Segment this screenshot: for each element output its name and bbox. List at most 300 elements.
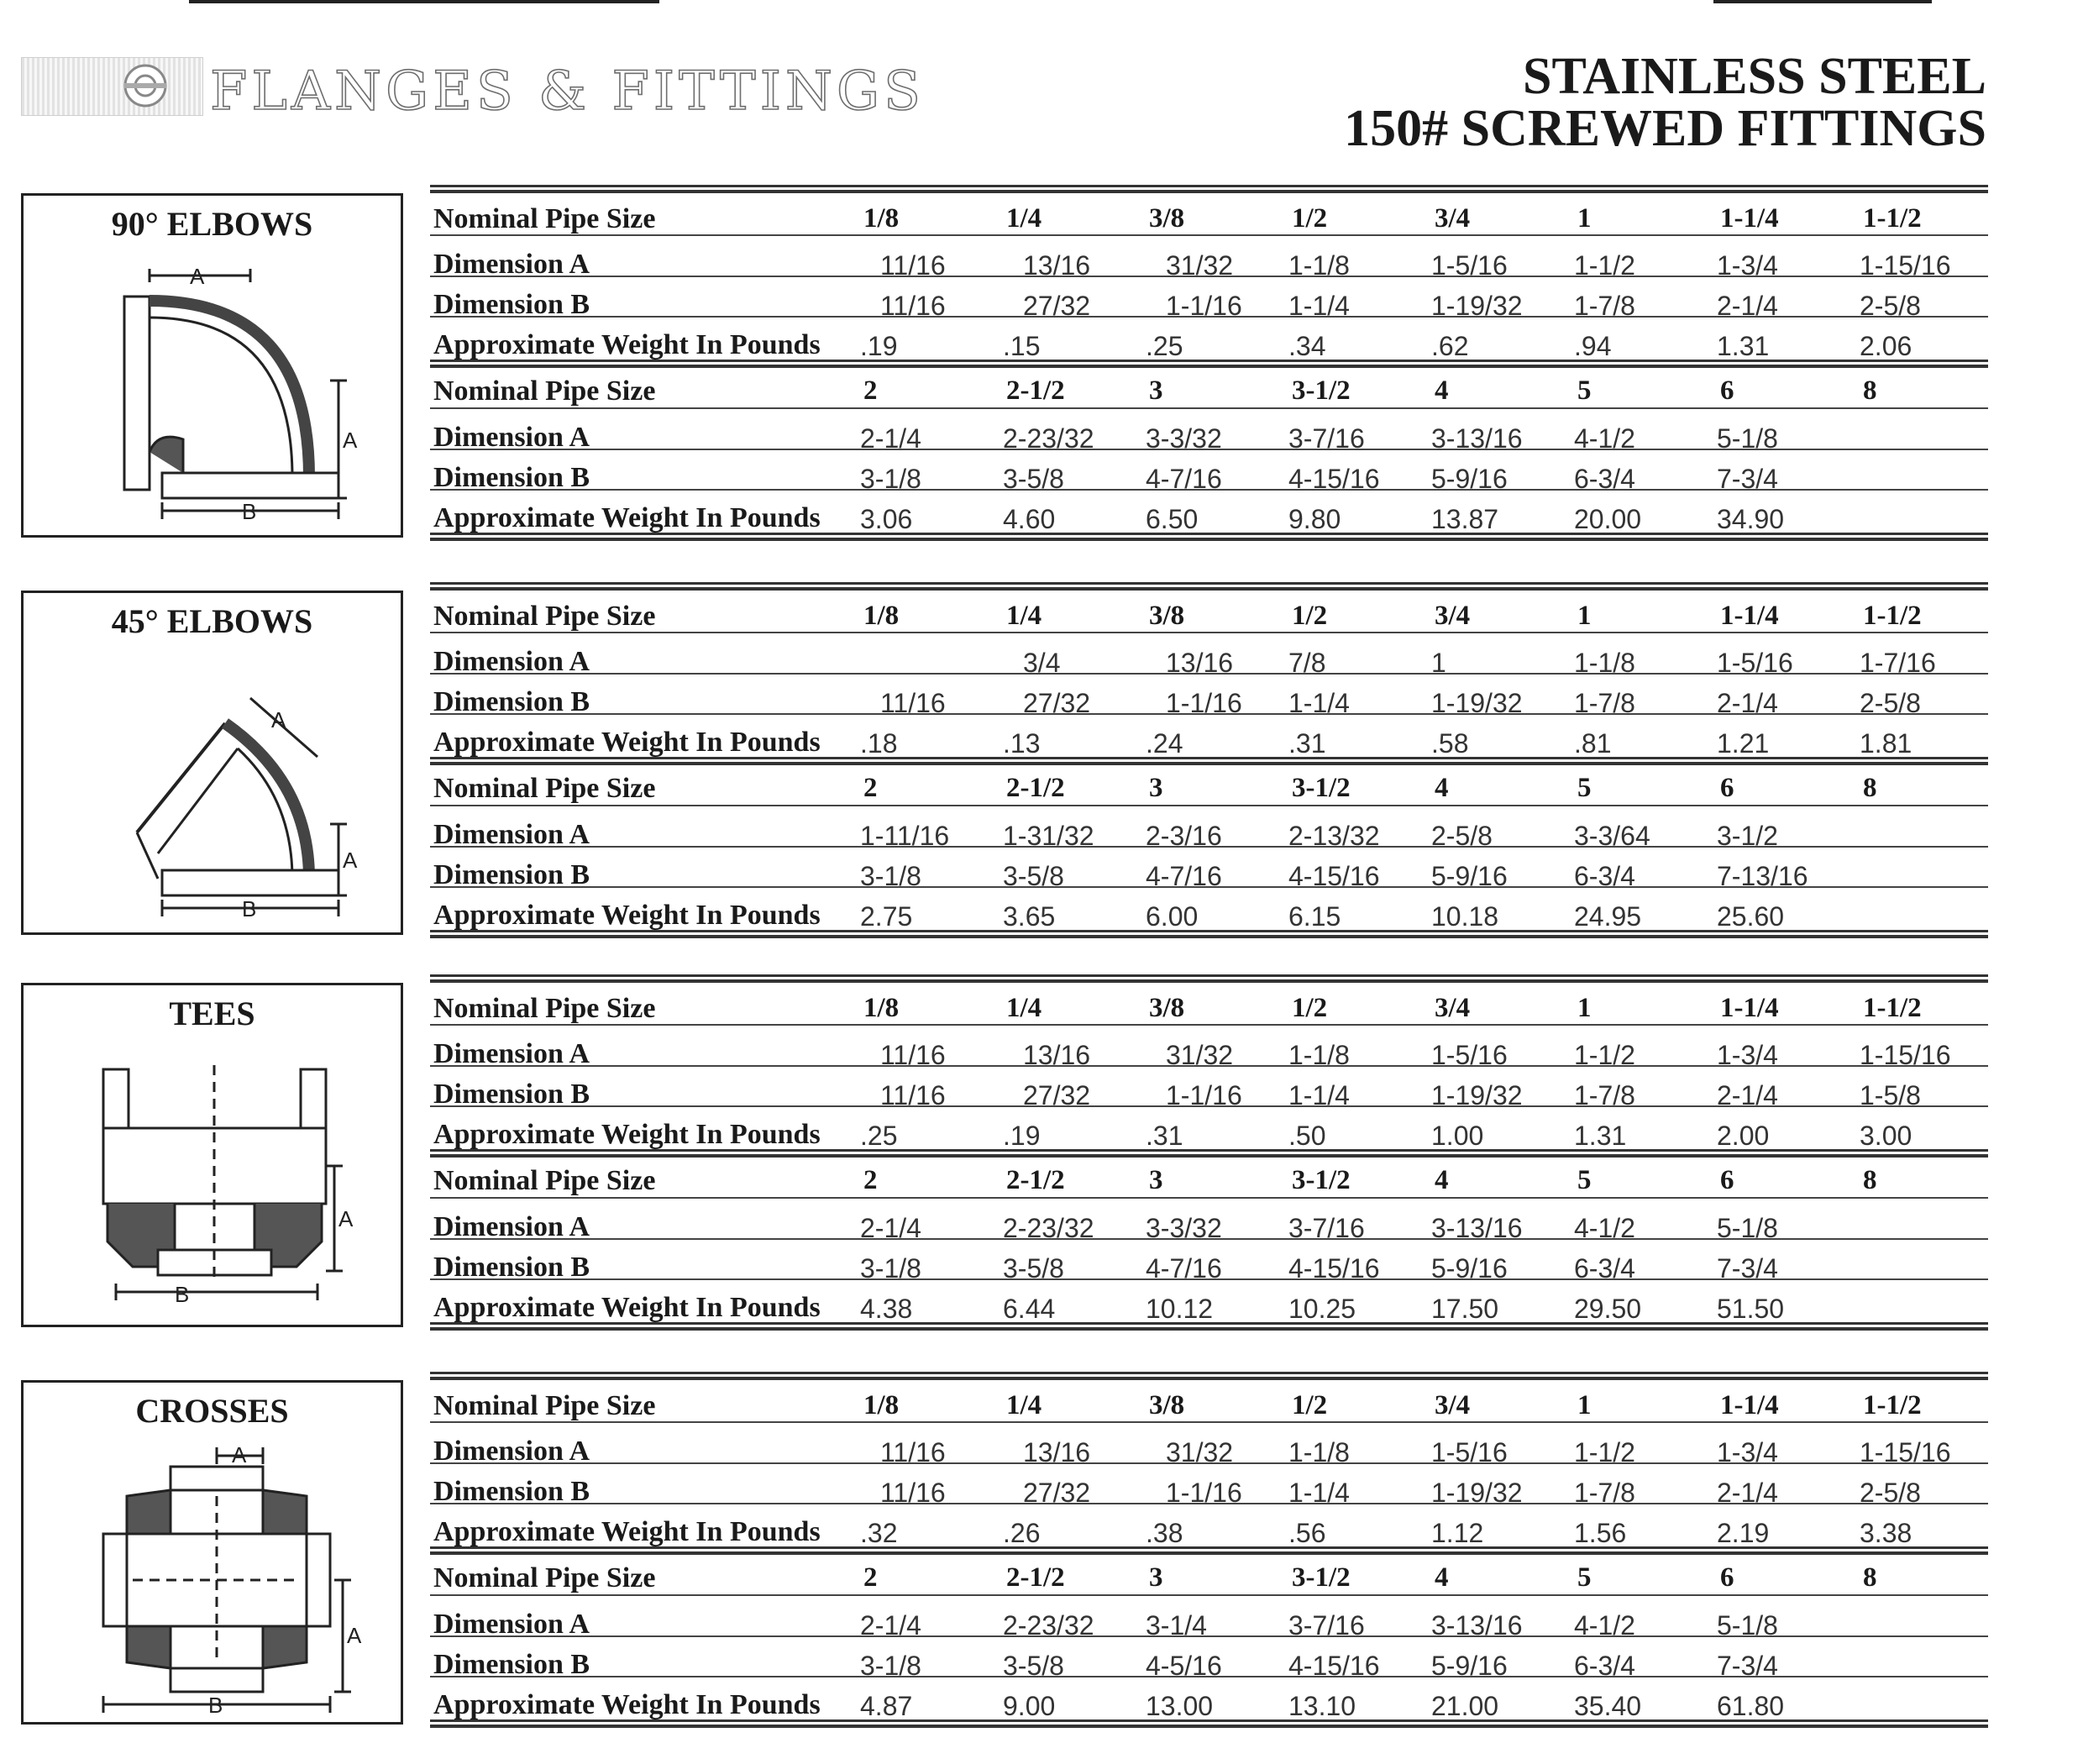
pipe-size-cell: 2 — [863, 1165, 878, 1195]
value-cell: .18 — [860, 728, 898, 759]
value-cell: .31 — [1288, 728, 1326, 759]
row-label: Dimension A — [433, 819, 590, 850]
size-header-row — [430, 195, 1988, 235]
value-cell: 3-5/8 — [1003, 1253, 1064, 1284]
row-label: Dimension B — [433, 1079, 590, 1110]
value-cell: 2-5/8 — [1860, 688, 1921, 718]
pipe-size-cell: 1/2 — [1292, 601, 1328, 631]
value-cell: 3.06 — [860, 504, 913, 534]
value-cell: 11/16 — [880, 1080, 946, 1110]
value-cell: 1-1/2 — [1574, 1437, 1635, 1467]
value-cell: 1-5/8 — [1860, 1080, 1921, 1110]
value-cell: 21.00 — [1431, 1691, 1499, 1721]
value-cell: 1.12 — [1431, 1518, 1484, 1548]
dim-a-label: A — [347, 1623, 362, 1648]
value-cell: 31/32 — [1166, 1040, 1234, 1070]
pipe-size-cell: 1/2 — [1292, 1390, 1328, 1420]
table-row — [430, 1030, 1988, 1070]
table-rule — [430, 1594, 1988, 1596]
value-cell: 3-1/8 — [860, 861, 921, 891]
value-cell: .58 — [1431, 728, 1469, 759]
value-cell: 4-7/16 — [1146, 1253, 1222, 1284]
value-cell: 1-1/8 — [1288, 1437, 1350, 1467]
value-cell: 11/16 — [880, 250, 946, 281]
pipe-size-cell: 6 — [1720, 375, 1734, 406]
value-cell: 13.00 — [1146, 1691, 1214, 1721]
pipe-size-cell: 1 — [1577, 601, 1592, 631]
value-cell: 1-19/32 — [1431, 1478, 1523, 1508]
value-cell: .34 — [1288, 331, 1326, 361]
value-cell: 25.60 — [1717, 901, 1785, 932]
value-cell: 3-13/16 — [1431, 1610, 1523, 1641]
pipe-size-cell: 1/8 — [863, 601, 900, 631]
value-cell: 3-7/16 — [1288, 423, 1365, 454]
row-label: Nominal Pipe Size — [433, 1390, 656, 1421]
pipe-size-cell: 4 — [1435, 773, 1449, 803]
dim-a-label: A — [232, 1446, 247, 1467]
top-rule-left — [189, 0, 659, 3]
row-label: Dimension A — [433, 249, 590, 280]
value-cell: 1-3/4 — [1717, 250, 1778, 281]
dim-a-label: A — [271, 707, 286, 732]
row-label: Approximate Weight In Pounds — [433, 1292, 821, 1323]
table-row — [430, 718, 1988, 759]
row-label: Dimension A — [433, 1436, 590, 1467]
table-rule — [430, 1197, 1988, 1199]
pipe-size-cell: 3/8 — [1149, 601, 1185, 631]
value-cell: 1-1/16 — [1166, 291, 1242, 321]
table-rule — [430, 805, 1988, 806]
value-cell: 2.75 — [860, 901, 913, 932]
value-cell: 1-1/2 — [1574, 1040, 1635, 1070]
value-cell: 17.50 — [1431, 1294, 1499, 1324]
value-cell: 1-3/4 — [1717, 1437, 1778, 1467]
dim-a-label: A — [338, 1206, 354, 1231]
brand-name: FLANGES & FITTINGS — [210, 60, 925, 123]
value-cell: 2.00 — [1717, 1121, 1770, 1151]
table-row — [430, 851, 1988, 891]
value-cell: 1.31 — [1717, 331, 1770, 361]
row-label: Dimension A — [433, 1211, 590, 1242]
value-cell: 13/16 — [1166, 648, 1234, 678]
pipe-size-cell: 1/8 — [863, 1390, 900, 1420]
page-title — [1344, 50, 1986, 155]
pipe-size-cell: 6 — [1720, 1165, 1734, 1195]
table-row — [430, 1600, 1988, 1641]
value-cell: 29.50 — [1574, 1294, 1642, 1324]
value-cell: 3-5/8 — [1003, 861, 1064, 891]
value-cell: 1-1/8 — [1574, 648, 1635, 678]
value-cell: 6-3/4 — [1574, 464, 1635, 494]
value-cell: 1.21 — [1717, 728, 1770, 759]
table-rule-thick — [430, 582, 1988, 591]
size-header-row — [430, 764, 1988, 805]
table-row — [430, 678, 1988, 718]
pipe-size-cell: 3/4 — [1435, 993, 1471, 1023]
value-cell: 2-5/8 — [1860, 291, 1921, 321]
value-cell: 11/16 — [880, 1437, 946, 1467]
value-cell: 3-5/8 — [1003, 464, 1064, 494]
row-label: Nominal Pipe Size — [433, 203, 656, 234]
row-label: Approximate Weight In Pounds — [433, 329, 821, 360]
value-cell: 24.95 — [1574, 901, 1642, 932]
value-cell: 61.80 — [1717, 1691, 1785, 1721]
pipe-size-cell: 1-1/2 — [1863, 1390, 1922, 1420]
pipe-size-cell: 1/4 — [1006, 203, 1042, 234]
pipe-size-cell: 2 — [863, 773, 878, 803]
value-cell: 1-15/16 — [1860, 250, 1951, 281]
pipe-size-cell: 1-1/2 — [1863, 203, 1922, 234]
figure-box — [21, 983, 403, 1327]
pipe-size-cell: 3-1/2 — [1292, 773, 1351, 803]
top-rule-right — [1713, 0, 1932, 3]
row-label: Dimension B — [433, 289, 590, 320]
pipe-size-cell: 6 — [1720, 773, 1734, 803]
value-cell: 4-7/16 — [1146, 464, 1222, 494]
row-label: Approximate Weight In Pounds — [433, 502, 821, 533]
value-cell: 4-1/2 — [1574, 1610, 1635, 1641]
value-cell: 4-15/16 — [1288, 861, 1380, 891]
table-row — [430, 281, 1988, 321]
value-cell: .25 — [860, 1121, 898, 1151]
value-cell: 3-1/2 — [1717, 821, 1778, 851]
value-cell: 4.87 — [860, 1691, 913, 1721]
table-row — [430, 1110, 1988, 1151]
pipe-size-cell: 4 — [1435, 375, 1449, 406]
value-cell: .24 — [1146, 728, 1183, 759]
table-row — [430, 494, 1988, 534]
table-row — [430, 454, 1988, 494]
value-cell: 3-1/8 — [860, 464, 921, 494]
value-cell: 2-1/4 — [860, 1213, 921, 1243]
value-cell: 1-1/2 — [1574, 250, 1635, 281]
value-cell: 10.12 — [1146, 1294, 1214, 1324]
pipe-size-cell: 8 — [1863, 1562, 1877, 1593]
value-cell: 6.50 — [1146, 504, 1199, 534]
pipe-size-cell: 3-1/2 — [1292, 375, 1351, 406]
value-cell: 1-5/16 — [1431, 250, 1508, 281]
dim-a-label: A — [343, 848, 358, 873]
value-cell: 4-7/16 — [1146, 861, 1222, 891]
table-row — [430, 240, 1988, 281]
value-cell: .50 — [1288, 1121, 1326, 1151]
figure-box — [21, 193, 403, 538]
row-label: Approximate Weight In Pounds — [433, 1119, 821, 1150]
value-cell: 3-1/8 — [860, 1253, 921, 1284]
value-cell: .81 — [1574, 728, 1612, 759]
pipe-size-cell: 1/4 — [1006, 993, 1042, 1023]
dim-b-label: B — [208, 1693, 223, 1714]
value-cell: 34.90 — [1717, 504, 1785, 534]
table-row — [430, 1641, 1988, 1681]
value-cell: 5-1/8 — [1717, 1213, 1778, 1243]
section-title: TEES — [169, 995, 255, 1032]
value-cell: 1-15/16 — [1860, 1437, 1951, 1467]
value-cell: 7-3/4 — [1717, 1651, 1778, 1681]
value-cell: .19 — [860, 331, 898, 361]
row-label: Dimension A — [433, 1038, 590, 1069]
value-cell: .25 — [1146, 331, 1183, 361]
value-cell: 3-7/16 — [1288, 1610, 1365, 1641]
pipe-size-cell: 2-1/2 — [1006, 773, 1065, 803]
dim-a-label: A — [343, 428, 358, 453]
value-cell: .26 — [1003, 1518, 1041, 1548]
value-cell: 51.50 — [1717, 1294, 1785, 1324]
pipe-size-cell: 2-1/2 — [1006, 375, 1065, 406]
value-cell: 13.87 — [1431, 504, 1499, 534]
table-row — [430, 1508, 1988, 1548]
table-row — [430, 1284, 1988, 1324]
pipe-size-cell: 5 — [1577, 1165, 1592, 1195]
elbow-90-diagram — [57, 259, 376, 528]
pipe-size-cell: 1/4 — [1006, 601, 1042, 631]
pipe-size-cell: 5 — [1577, 773, 1592, 803]
tee-diagram — [57, 1048, 376, 1317]
value-cell: 13/16 — [1023, 250, 1091, 281]
value-cell: 3.00 — [1860, 1121, 1912, 1151]
value-cell: 7-13/16 — [1717, 861, 1808, 891]
pipe-size-cell: 2 — [863, 1562, 878, 1593]
value-cell: 27/32 — [1023, 1478, 1091, 1508]
value-cell: 5-9/16 — [1431, 1651, 1508, 1681]
value-cell: 1-1/4 — [1288, 291, 1350, 321]
value-cell: 1.00 — [1431, 1121, 1484, 1151]
value-cell: 4-1/2 — [1574, 423, 1635, 454]
title-line-2: 150# SCREWED FITTINGS — [1344, 100, 1986, 157]
pipe-size-cell: 4 — [1435, 1562, 1449, 1593]
value-cell: 6.44 — [1003, 1294, 1056, 1324]
value-cell: 5-9/16 — [1431, 1253, 1508, 1284]
row-label: Dimension B — [433, 1649, 590, 1680]
value-cell: .94 — [1574, 331, 1612, 361]
value-cell: 27/32 — [1023, 291, 1091, 321]
table-rule-thick — [430, 185, 1988, 193]
value-cell: 3-3/64 — [1574, 821, 1650, 851]
brand-header — [21, 57, 925, 123]
value-cell: 2-1/4 — [1717, 1080, 1778, 1110]
value-cell: .31 — [1146, 1121, 1183, 1151]
value-cell: 1-7/8 — [1574, 1478, 1635, 1508]
value-cell: 2.06 — [1860, 331, 1912, 361]
table-row — [430, 413, 1988, 454]
value-cell: .19 — [1003, 1121, 1041, 1151]
value-cell: 11/16 — [880, 1478, 946, 1508]
value-cell: 1-5/16 — [1717, 648, 1793, 678]
value-cell: 6-3/4 — [1574, 1651, 1635, 1681]
pipe-size-cell: 1-1/2 — [1863, 993, 1922, 1023]
value-cell: 31/32 — [1166, 250, 1234, 281]
table-row — [430, 1467, 1988, 1508]
value-cell: 2-1/4 — [1717, 291, 1778, 321]
row-label: Nominal Pipe Size — [433, 993, 656, 1024]
pipe-size-cell: 1-1/2 — [1863, 601, 1922, 631]
value-cell: 35.40 — [1574, 1691, 1642, 1721]
elbow-45-diagram — [57, 656, 376, 925]
value-cell: 5-1/8 — [1717, 423, 1778, 454]
value-cell: 1-1/16 — [1166, 688, 1242, 718]
table-row — [430, 321, 1988, 361]
value-cell: 7-3/4 — [1717, 464, 1778, 494]
table-rule-thick — [430, 1372, 1988, 1380]
value-cell: 3-7/16 — [1288, 1213, 1365, 1243]
value-cell: 31/32 — [1166, 1437, 1234, 1467]
value-cell: 1-19/32 — [1431, 688, 1523, 718]
pipe-size-cell: 1-1/4 — [1720, 993, 1779, 1023]
figure-box — [21, 591, 403, 935]
table-row — [430, 1203, 1988, 1243]
value-cell: 10.18 — [1431, 901, 1499, 932]
brand-logo — [21, 57, 203, 116]
value-cell: 7-3/4 — [1717, 1253, 1778, 1284]
value-cell: 4.38 — [860, 1294, 913, 1324]
value-cell: 5-1/8 — [1717, 1610, 1778, 1641]
pipe-size-cell: 5 — [1577, 375, 1592, 406]
value-cell: 13.10 — [1288, 1691, 1356, 1721]
pipe-size-cell: 8 — [1863, 1165, 1877, 1195]
value-cell: 27/32 — [1023, 688, 1091, 718]
pipe-size-cell: 4 — [1435, 1165, 1449, 1195]
pipe-size-cell: 3 — [1149, 773, 1163, 803]
value-cell: 4-15/16 — [1288, 464, 1380, 494]
value-cell: 6-3/4 — [1574, 861, 1635, 891]
value-cell: 11/16 — [880, 291, 946, 321]
value-cell: 3-1/8 — [860, 1651, 921, 1681]
table-row — [430, 811, 1988, 851]
dim-b-label: B — [242, 499, 257, 524]
value-cell: 6-3/4 — [1574, 1253, 1635, 1284]
table-row — [430, 1681, 1988, 1721]
pipe-size-cell: 3/8 — [1149, 993, 1185, 1023]
table-row — [430, 1070, 1988, 1110]
value-cell: 3.65 — [1003, 901, 1056, 932]
table-row — [430, 638, 1988, 678]
value-cell: 10.25 — [1288, 1294, 1356, 1324]
value-cell: 13/16 — [1023, 1437, 1091, 1467]
pipe-size-cell: 3/8 — [1149, 203, 1185, 234]
value-cell: .38 — [1146, 1518, 1183, 1548]
section-title: 90° ELBOWS — [111, 205, 313, 243]
value-cell: 7/8 — [1288, 648, 1326, 678]
pipe-size-cell: 1/8 — [863, 203, 900, 234]
pipe-size-cell: 3-1/2 — [1292, 1165, 1351, 1195]
pipe-size-cell: 6 — [1720, 1562, 1734, 1593]
pipe-size-cell: 2-1/2 — [1006, 1165, 1065, 1195]
value-cell: 1-1/4 — [1288, 1478, 1350, 1508]
value-cell: 5-9/16 — [1431, 464, 1508, 494]
value-cell: 1-7/8 — [1574, 291, 1635, 321]
value-cell: 1-1/16 — [1166, 1080, 1242, 1110]
row-label: Dimension B — [433, 1252, 590, 1283]
pipe-size-cell: 1-1/4 — [1720, 1390, 1779, 1420]
value-cell: 1-19/32 — [1431, 1080, 1523, 1110]
section-title: CROSSES — [135, 1392, 289, 1430]
pipe-size-cell: 1-1/4 — [1720, 601, 1779, 631]
pipe-size-cell: 3/4 — [1435, 203, 1471, 234]
value-cell: 3-1/4 — [1146, 1610, 1207, 1641]
size-header-row — [430, 1157, 1988, 1197]
title-line-1: STAINLESS STEEL — [1523, 48, 1986, 105]
row-label: Approximate Weight In Pounds — [433, 900, 821, 931]
value-cell: 2-5/8 — [1860, 1478, 1921, 1508]
value-cell: 2-23/32 — [1003, 1213, 1094, 1243]
value-cell: 3-3/32 — [1146, 423, 1222, 454]
row-label: Dimension B — [433, 859, 590, 890]
pipe-size-cell: 1 — [1577, 993, 1592, 1023]
value-cell: 4-1/2 — [1574, 1213, 1635, 1243]
value-cell: 1-1/4 — [1288, 688, 1350, 718]
table-row — [430, 1243, 1988, 1284]
row-label: Approximate Weight In Pounds — [433, 1689, 821, 1720]
value-cell: 1-7/8 — [1574, 688, 1635, 718]
value-cell: 1.31 — [1574, 1121, 1627, 1151]
value-cell: 4-15/16 — [1288, 1253, 1380, 1284]
size-header-row — [430, 1382, 1988, 1422]
figure-box — [21, 1380, 403, 1725]
value-cell: 9.00 — [1003, 1691, 1056, 1721]
value-cell: 3-13/16 — [1431, 1213, 1523, 1243]
value-cell: 2-1/4 — [860, 423, 921, 454]
value-cell: 2-23/32 — [1003, 1610, 1094, 1641]
pipe-size-cell: 1 — [1577, 203, 1592, 234]
value-cell: 1-5/16 — [1431, 1040, 1508, 1070]
value-cell: 1-31/32 — [1003, 821, 1094, 851]
value-cell: .32 — [860, 1518, 898, 1548]
row-label: Nominal Pipe Size — [433, 375, 656, 407]
pipe-size-cell: 1 — [1577, 1390, 1592, 1420]
value-cell: 20.00 — [1574, 504, 1642, 534]
pipe-size-cell: 3-1/2 — [1292, 1562, 1351, 1593]
value-cell: 1-7/16 — [1860, 648, 1936, 678]
value-cell: 1-15/16 — [1860, 1040, 1951, 1070]
value-cell: 3/4 — [1023, 648, 1061, 678]
value-cell: 1 — [1431, 648, 1446, 678]
table-row — [430, 891, 1988, 932]
value-cell: 11/16 — [880, 688, 946, 718]
value-cell: 1-19/32 — [1431, 291, 1523, 321]
cross-diagram — [57, 1446, 376, 1714]
pipe-size-cell: 2-1/2 — [1006, 1562, 1065, 1593]
pipe-size-cell: 3/4 — [1435, 601, 1471, 631]
value-cell: 2-5/8 — [1431, 821, 1493, 851]
company-seal-icon — [121, 61, 170, 110]
value-cell: .62 — [1431, 331, 1469, 361]
value-cell: .13 — [1003, 728, 1041, 759]
row-label: Dimension B — [433, 686, 590, 717]
pipe-size-cell: 3 — [1149, 1165, 1163, 1195]
value-cell: 9.80 — [1288, 504, 1341, 534]
value-cell: 3-3/32 — [1146, 1213, 1222, 1243]
pipe-size-cell: 3 — [1149, 375, 1163, 406]
pipe-size-cell: 1/8 — [863, 993, 900, 1023]
pipe-size-cell: 1/4 — [1006, 1390, 1042, 1420]
size-header-row — [430, 367, 1988, 407]
value-cell: 6.15 — [1288, 901, 1341, 932]
pipe-size-cell: 1/2 — [1292, 203, 1328, 234]
dim-a-label: A — [190, 264, 205, 289]
value-cell: 2.19 — [1717, 1518, 1770, 1548]
table-row — [430, 1427, 1988, 1467]
section-title: 45° ELBOWS — [111, 602, 313, 640]
dim-b-label: B — [175, 1282, 190, 1307]
row-label: Dimension B — [433, 462, 590, 493]
value-cell: 6.00 — [1146, 901, 1199, 932]
value-cell: 1-1/8 — [1288, 250, 1350, 281]
value-cell: 5-9/16 — [1431, 861, 1508, 891]
size-header-row — [430, 592, 1988, 633]
value-cell: 2-1/4 — [1717, 688, 1778, 718]
row-label: Nominal Pipe Size — [433, 1562, 656, 1593]
row-label: Dimension B — [433, 1476, 590, 1507]
